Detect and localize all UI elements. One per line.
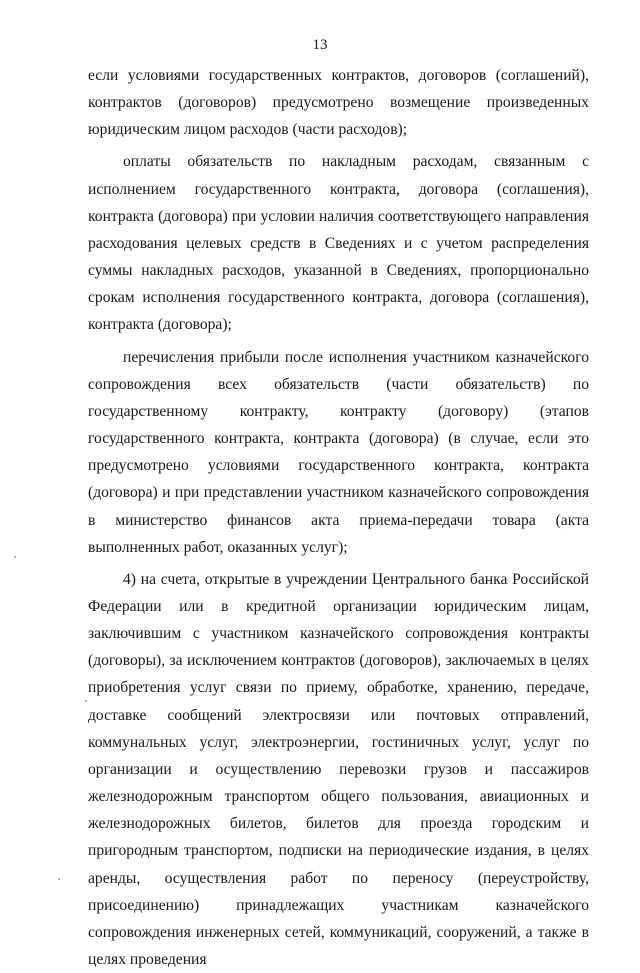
scan-speck <box>14 556 16 558</box>
page-number: 13 <box>312 37 328 53</box>
paragraph-reimbursement-condition: если условиями государственных контрактов, договоров (соглашений), контрактов (договоров) предусмотрено возмещение произведенных юридическим лицом расходов (части расходов); <box>88 67 589 139</box>
scan-speck <box>85 700 87 702</box>
paragraph-overhead-payment: оплаты обязательств по накладным расходам, связанным с исполнением государственного контракта, договора (соглашения), контракта (договора) при условии наличия соответствующего направления расходования целевых средств в Сведениях и с учетом распределения суммы накладных расходов, указанной в Сведениях, пропорционально срокам исполнения государственного контракта, договора (соглашения), контракта (договора); <box>88 153 589 334</box>
scan-speck <box>58 878 60 880</box>
paragraph-profit-transfer: перечисления прибыли после исполнения участником казначейского сопровождения всех обязательств (части обязательств) по государственному контракту, контракту (договору) (этапов государственного контракта, контракта (договора) (в случае, если это предусмотрено условиями государственного контракта, контракта (договора) и при представлении участником казначейского сопровождения в министерство финансов акта приема-передачи товара (акта выполненных работ, оказанных услуг); <box>88 348 589 556</box>
document-body <box>88 62 589 973</box>
paragraph-item-4-accounts: 4) на счета, открытые в учреждении Центрального банка Российской Федерации или в кредитной организации юридическим лицам, заключившим с участником казначейского сопровождения контракты (договоры), за исключением контрактов (договоров), заключаемых в целях приобретения услуг связи по приему, обработке, хранению, передаче, доставке сообщений электросвязи или почтовых отправлений, коммунальных услуг, электроэнергии, гостиничных услуг, услуг по организации и осуществлению перевозки грузов и пассажиров железнодорожным транспортом общего пользования, авиационных и железнодорожных билетов, билетов для проезда городским и пригородным транспортом, подписки на периодические издания, в целях аренды, осуществления работ по переносу (переустройству, присоединению) принадлежащих участникам казначейского сопровождения инженерных сетей, коммуникаций, сооружений, а также в целях проведения <box>88 570 589 968</box>
